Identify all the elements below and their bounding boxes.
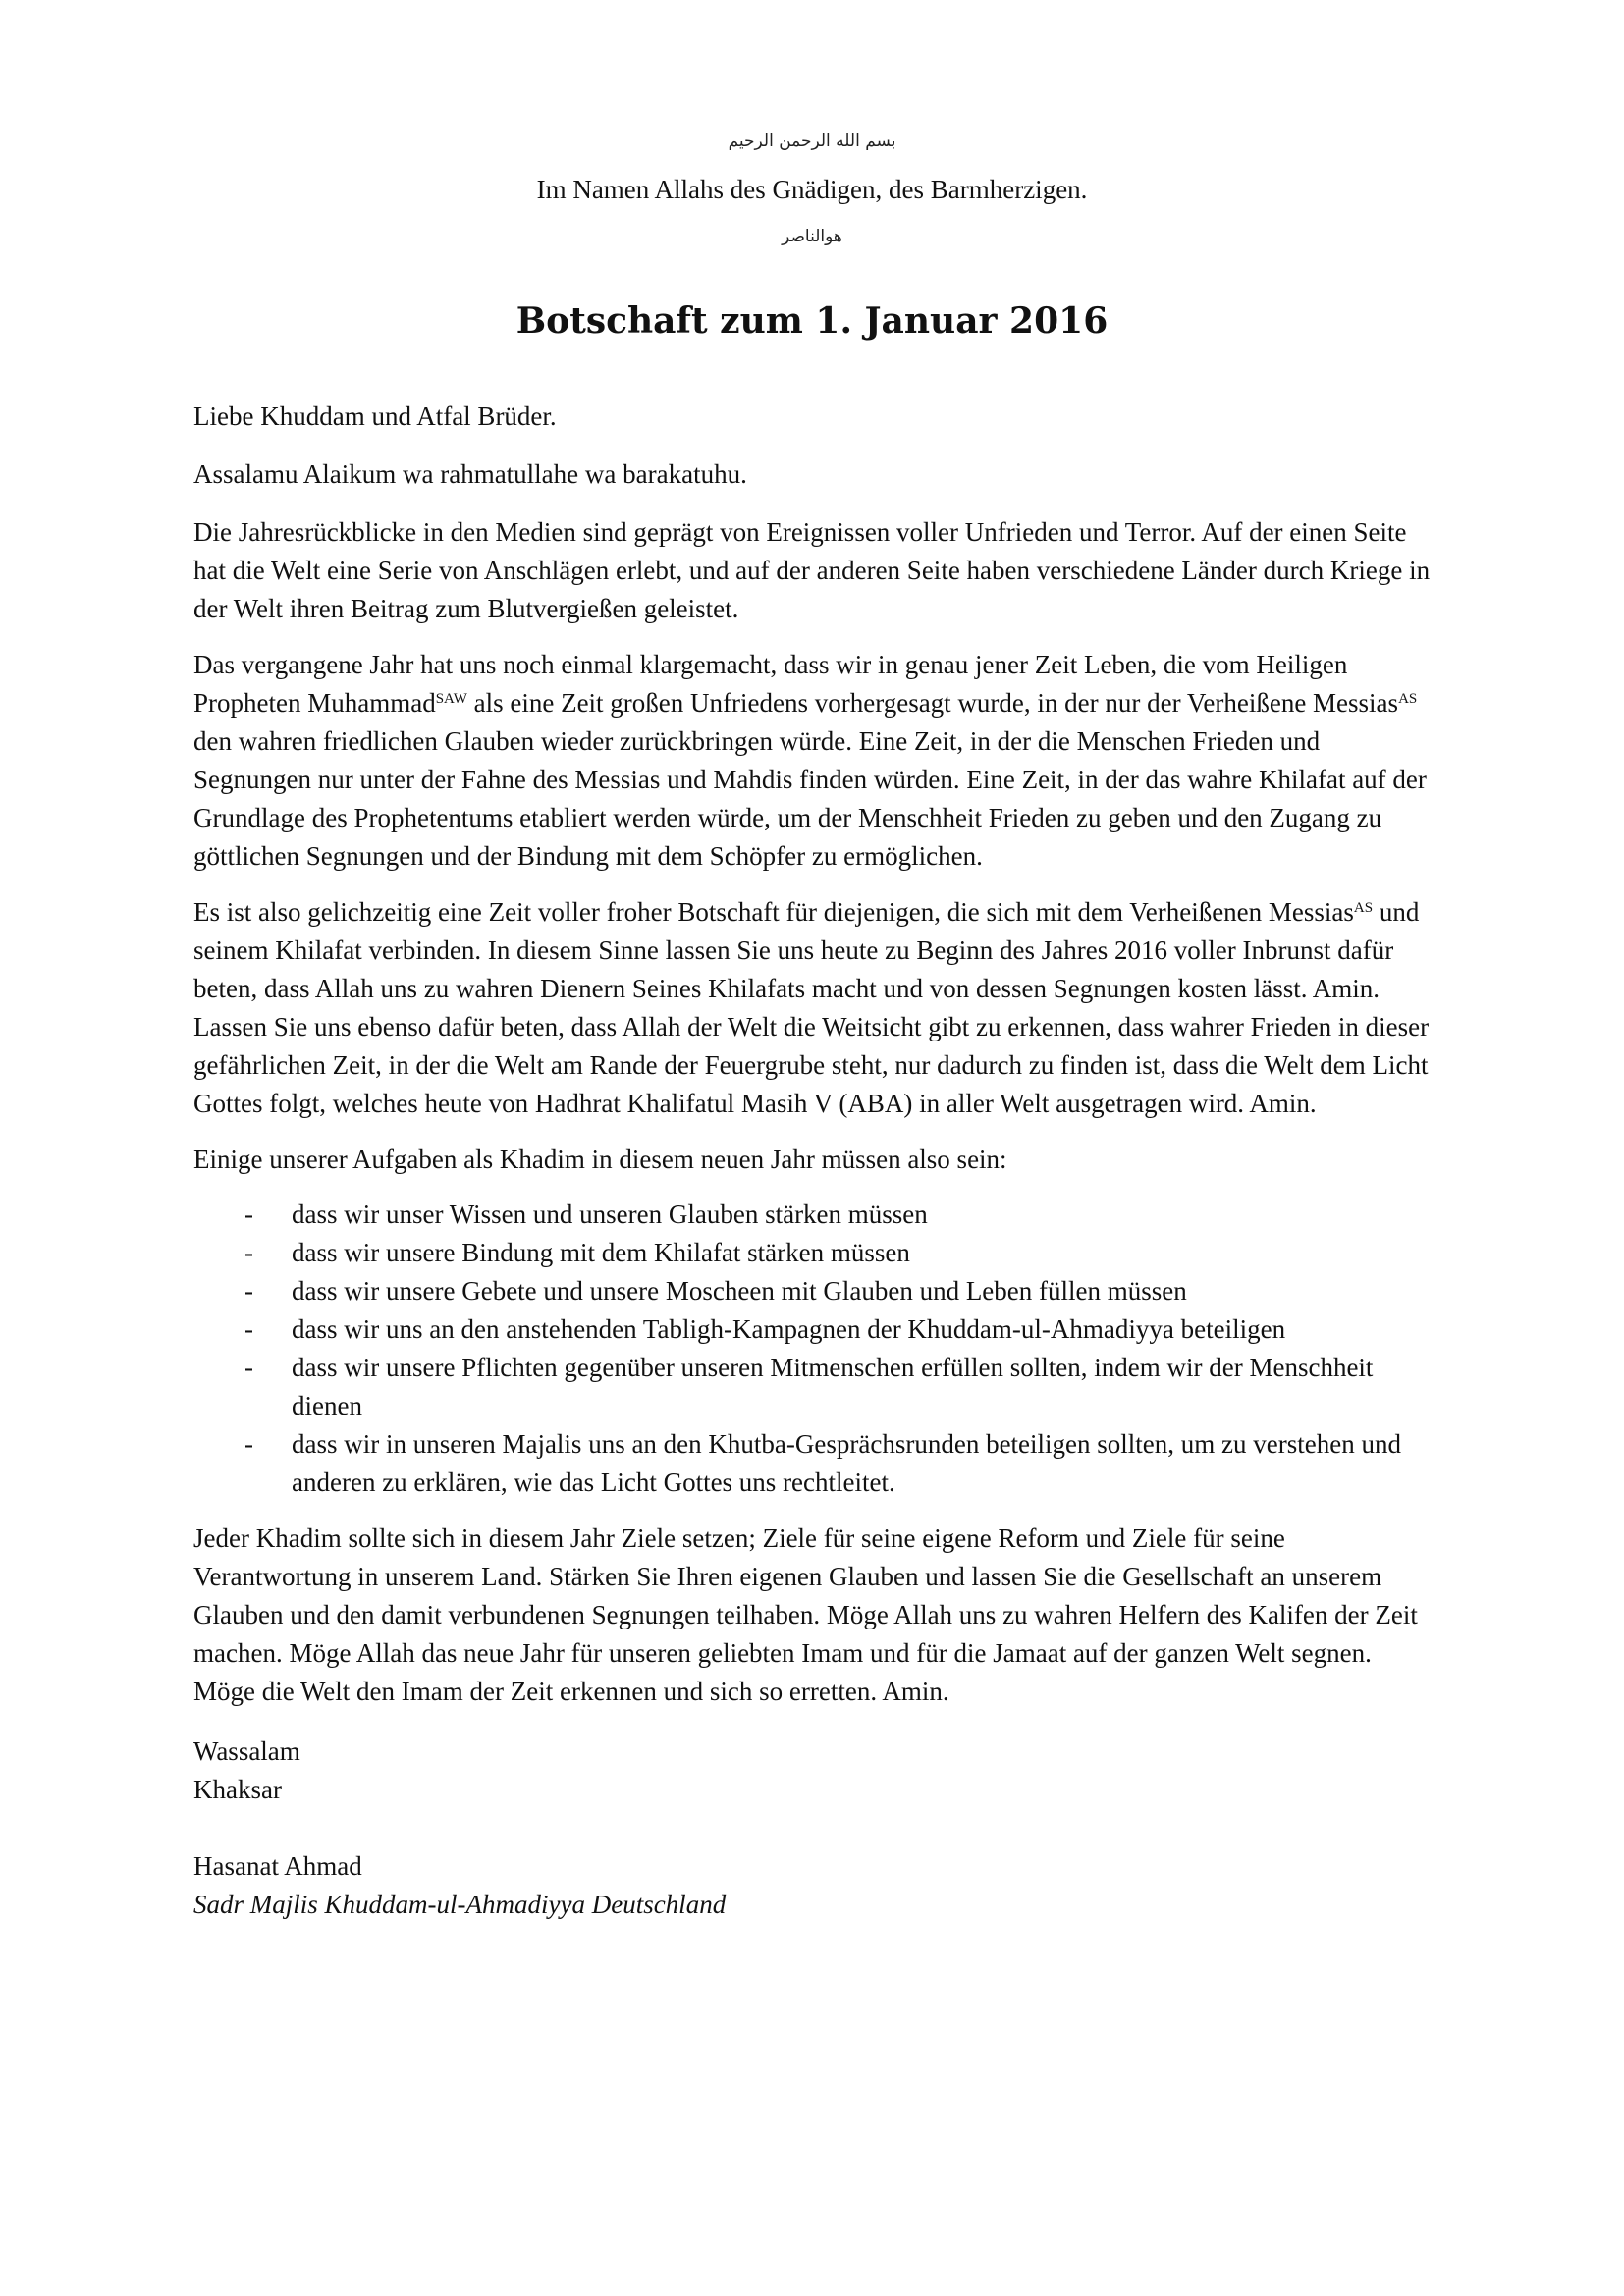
list-item-text: dass wir unsere Pflichten gegenüber unseren Mitmenschen erfüllen sollten, indem wir der Menschheit dienen	[292, 1353, 1374, 1420]
list-item	[193, 1425, 1431, 1502]
paragraph-2-part-1: Das vergangene Jahr hat uns noch einmal klargemacht, dass wir in genau jener Zeit Leben, die vom Heiligen Propheten Muhammad	[193, 650, 1348, 718]
list-item-text: dass wir in unseren Majalis uns an den Khutba-Gesprächsrunden beteiligen sollten, um zu verstehen und anderen zu erklären, wie das Licht Gottes uns rechtleitet.	[292, 1429, 1401, 1497]
list-dash: -	[244, 1353, 253, 1382]
basmala-german: Im Namen Allahs des Gnädigen, des Barmherzigen.	[536, 175, 1088, 204]
letter-title: Botschaft zum 1. Januar 2016	[515, 300, 1109, 342]
paragraph-3-part-1: Es ist also gelichzeitig eine Zeit voller froher Botschaft für diejenigen, die sich mit dem Verheißenen Messias	[193, 897, 1354, 927]
signature	[193, 1847, 1431, 1924]
paragraph-3-sup-1: AS	[1353, 900, 1374, 916]
list-item-text: dass wir unsere Bindung mit dem Khilafat stärken müssen	[292, 1238, 910, 1267]
list-dash: -	[244, 1429, 253, 1459]
greeting: Assalamu Alaikum wa rahmatullahe wa barakatuhu.	[193, 459, 747, 489]
paragraph-3	[193, 893, 1431, 1123]
paragraph-4: Jeder Khadim sollte sich in diesem Jahr Ziele setzen; Ziele für seine eigene Reform und Ziele für seine Verantwortung in unserem Land. Stärken Sie Ihren eigenen Glauben und lassen Sie die Gesellschaft an unserem Glauben und den damit verbundenen Segnungen teilhaben. Möge Allah uns zu wahren Helfern des Kalifen der Zeit machen. Möge Allah das neue Jahr für unseren geliebten Imam und für die Jamaat auf der ganzen Welt segnen. Möge die Welt den Imam der Zeit erkennen und sich so erretten. Amin.	[193, 1523, 1418, 1706]
list-dash: -	[244, 1238, 253, 1267]
paragraph-2-part-3: den wahren friedlichen Glauben wieder zurückbringen würde. Eine Zeit, in der die Menschen Frieden und Segnungen nur unter der Fahne des Messias und Mahdis finden würden. Eine Zeit, in der das wahre Khilafat auf der Grundlage des Prophetentums etabliert werden würde, um der Menschheit Frieden zu geben und den Zugang zu göttlichen Segnungen und der Bindung mit dem Schöpfer zu ermöglichen.	[193, 726, 1427, 871]
closing	[193, 1733, 1431, 1809]
paragraph-1: Die Jahresrückblicke in den Medien sind geprägt von Ereignissen voller Unfrieden und Terror. Auf der einen Seite hat die Welt eine Serie von Anschlägen erlebt, und auf der anderen Seite haben verschiedene Länder durch Kriege in der Welt ihren Beitrag zum Blutvergießen geleistet.	[193, 517, 1431, 623]
salutation: Liebe Khuddam und Atfal Brüder.	[193, 401, 557, 431]
tasks-intro: Einige unserer Aufgaben als Khadim in diesem neuen Jahr müssen also sein:	[193, 1145, 1007, 1174]
closing-wassalam: Wassalam	[193, 1736, 300, 1766]
list-dash: -	[244, 1200, 253, 1229]
paragraph-3-part-2: und seinem Khilafat verbinden. In diesem Sinne lassen Sie uns heute zu Beginn des Jahres 2016 voller Inbrunst dafür beten, dass Allah uns zu wahren Dienern Seines Khilafats macht und von dessen Segnungen kosten lässt. Amin. Lassen Sie uns ebenso dafür beten, dass Allah der Welt die Weitsicht gibt zu erkennen, dass wahrer Frieden in dieser gefährlichen Zeit, in der die Welt am Rande der Feuergrube steht, nur dadurch zu finden ist, dass die Welt dem Licht Gottes folgt, welches heute von Hadhrat Khalifatul Masih V (ABA) in aller Welt ausgetragen wird. Amin.	[193, 897, 1430, 1118]
list-item	[193, 1234, 1431, 1272]
tasks-list	[193, 1196, 1431, 1502]
list-item	[193, 1272, 1431, 1310]
paragraph-2-part-2: als eine Zeit großen Unfriedens vorhergesagt wurde, in der nur der Verheißene Messias	[466, 688, 1399, 718]
list-dash: -	[244, 1314, 253, 1344]
paragraph-2-sup-1: SAW	[435, 691, 467, 707]
list-dash: -	[244, 1276, 253, 1306]
closing-khaksar: Khaksar	[193, 1775, 282, 1804]
basmala-arabic: بسم الله الرحمن الرحيم	[728, 132, 896, 151]
paragraph-2	[193, 646, 1431, 876]
list-item-text: dass wir unsere Gebete und unsere Moscheen mit Glauben und Leben füllen müssen	[292, 1276, 1187, 1306]
paragraph-2-sup-2: AS	[1398, 691, 1418, 707]
huwa-nasir: هوالناصر	[782, 227, 842, 246]
list-item-text: dass wir unser Wissen und unseren Glauben stärken müssen	[292, 1200, 928, 1229]
list-item-text: dass wir uns an den anstehenden Tabligh-Kampagnen der Khuddam-ul-Ahmadiyya beteiligen	[292, 1314, 1286, 1344]
letter-body	[193, 398, 1431, 1924]
list-item	[193, 1196, 1431, 1234]
list-item	[193, 1349, 1431, 1425]
signature-name: Hasanat Ahmad	[193, 1851, 362, 1881]
signature-role: Sadr Majlis Khuddam-ul-Ahmadiyya Deutschland	[193, 1890, 727, 1919]
list-item	[193, 1310, 1431, 1349]
